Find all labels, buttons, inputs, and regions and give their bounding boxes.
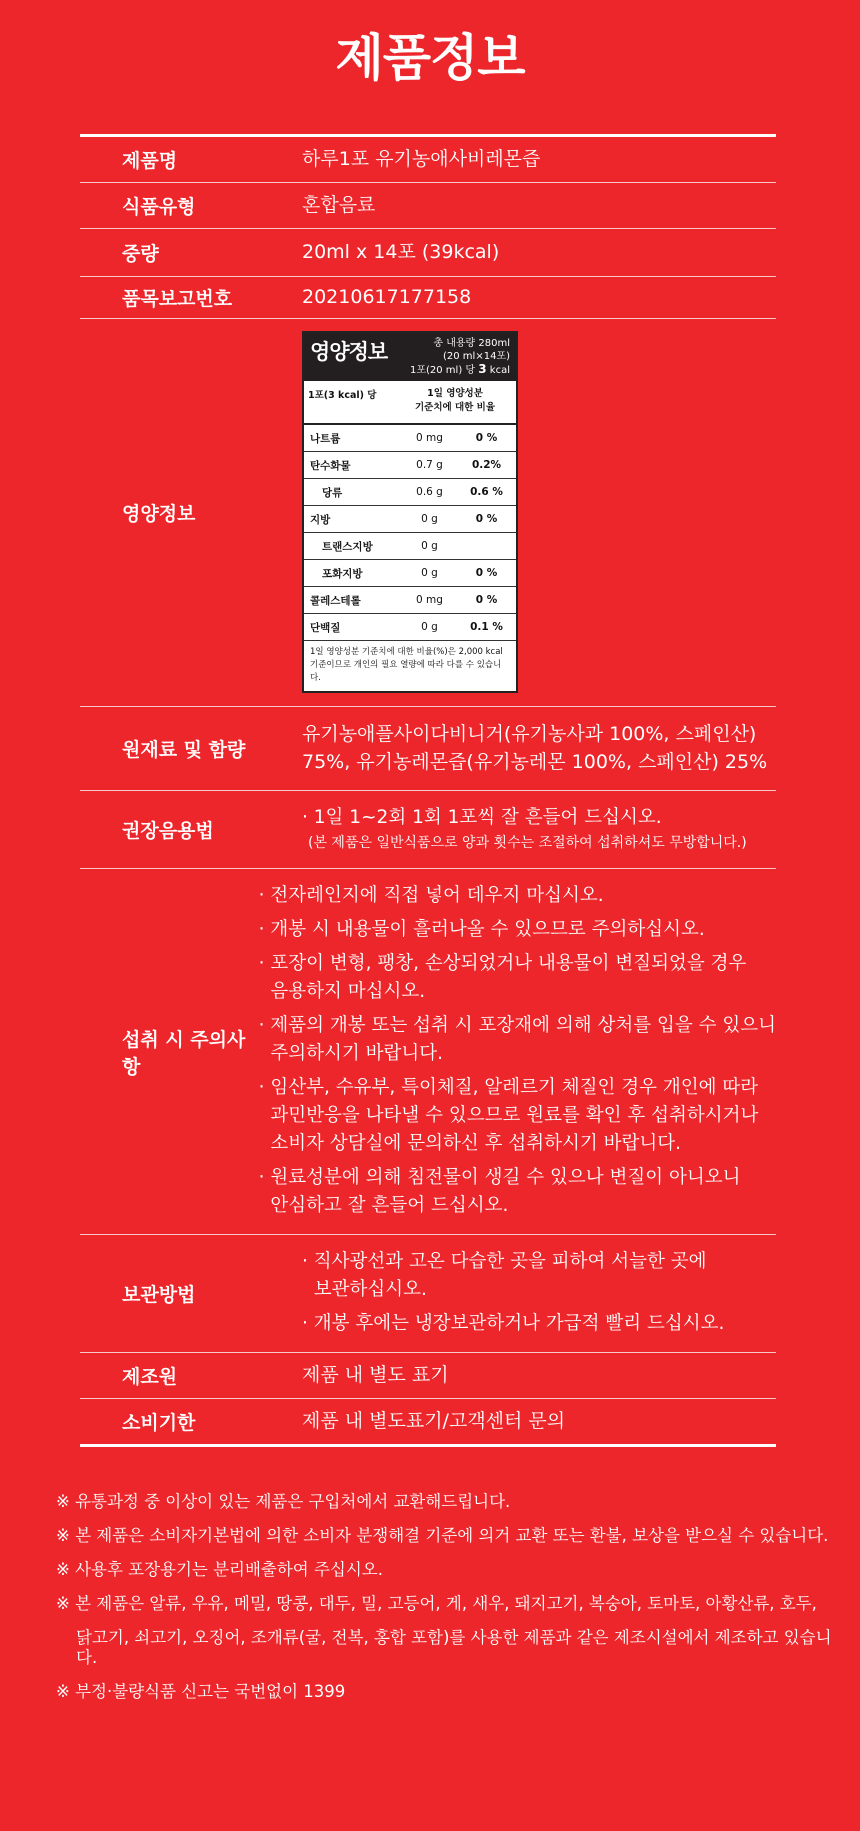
nutrient-percent: 0 % [475,513,498,525]
row-label: 원재료 및 함량 [122,739,246,761]
nutrition-facts-panel [302,331,518,693]
nutrient-percent: 0.2% [471,459,502,471]
bullet-line: · 임산부, 수유부, 특이체질, 알레르기 체질인 경우 개인에 따라 [258,1077,759,1098]
nutrient-name: 포화지방 [322,567,363,580]
nutrition-total: 총 내용량 280ml [433,338,510,349]
nutrition-footnote: 기준이므로 개인의 필요 열량에 따라 다를 수 있습니다. [310,660,502,683]
bullet-line: · 개봉 후에는 냉장보관하거나 가급적 빨리 드십시오. [302,1313,725,1334]
bullet-item [302,1248,776,1304]
nutrition-kcal-value: 3 [478,362,487,376]
row-report-no [80,276,776,318]
caution-list [259,869,776,1234]
row-label: 보관방법 [122,1284,196,1306]
nutrition-row [304,560,516,587]
notice-item: ※ 본 제품은 소비자기본법에 의한 소비자 분쟁해결 기준에 의거 교환 또는 환불, 보상을 받으실 수 있습니다. [56,1526,829,1545]
row-value: 제품 내 별도표기/고객센터 문의 [302,1410,566,1432]
nutrient-name: 단백질 [310,621,341,634]
nutrition-row [304,614,516,641]
bullet-item [259,1164,776,1220]
nutrition-row [304,533,516,560]
nutrient-percent: 0 % [475,567,498,579]
product-info-table [80,134,776,1447]
nutrition-row [304,452,516,479]
ingredients-line: 유기농애플사이다비니거(유기농사과 100%, 스페인산) [302,723,757,745]
nutrient-name: 지방 [310,513,331,526]
bullet-line: · 직사광선과 고온 다습한 곳을 피하여 서늘한 곳에 [302,1251,707,1272]
nutrient-amount: 0.6 g [416,486,443,498]
nutrient-name: 트랜스지방 [322,540,373,553]
row-value: 하루1포 유기농애사비레몬즙 [302,148,541,170]
usage-note: (본 제품은 일반식품으로 양과 횟수는 조절하여 섭취하셔도 무방합니다.) [308,835,747,851]
notice-item: ※ 사용후 포장용기는 분리배출하여 주십시오. [56,1560,383,1579]
row-label: 제품명 [122,150,178,172]
nutrient-amount: 0.7 g [416,459,443,471]
row-caution [80,868,776,1234]
nutrition-row [304,587,516,614]
bullet-line: · 개봉 시 내용물이 흘러나올 수 있으므로 주의하십시오. [258,919,705,940]
bullet-line: 소비자 상담실에 문의하신 후 섭취하시기 바랍니다. [258,1133,681,1154]
nutrient-percent: 0 % [475,594,498,606]
nutrition-daily-label-2: 기준치에 대한 비율 [414,402,496,413]
bullet-line: 과민반응을 나타낼 수 있으므로 원료를 확인 후 섭취하시거나 [258,1105,759,1126]
nutrient-percent: 0.6 % [470,486,503,498]
nutrient-amount: 0 g [421,621,438,633]
bullet-item [259,950,776,1006]
row-value: 20210617177158 [302,286,472,308]
bullet-line: · 원료성분에 의해 침전물이 생길 수 있으나 변질이 아니오니 [258,1167,741,1188]
bullet-line: 보관하십시오. [302,1279,427,1300]
nutrition-row [304,479,516,506]
bullet-line: 주의하시기 바랍니다. [258,1043,444,1064]
nutrition-rows [304,425,516,641]
bullet-item [259,1074,776,1158]
nutrient-amount: 0 g [421,567,438,579]
nutrition-kcal-unit: kcal [489,365,510,376]
row-value: 혼합음료 [302,194,376,216]
storage-list [302,1235,776,1352]
nutrient-percent: 0 % [475,432,498,444]
nutrition-total-detail: (20 ml×14포) [443,351,510,362]
nutrient-percent: 0.1 % [470,621,503,633]
row-label: 권장음용법 [122,820,214,842]
notice-item: ※ 유통과정 중 이상이 있는 제품은 구입처에서 교환해드립니다. [56,1492,511,1511]
nutrient-name: 나트륨 [310,432,341,445]
nutrition-row [304,506,516,533]
nutrition-serving-label: 1포(3 kcal) 당 [308,390,377,401]
nutrient-amount: 0 g [421,513,438,525]
row-value: 제품 내 별도 표기 [302,1364,449,1386]
row-maker [80,1352,776,1398]
row-ingredients [80,706,776,790]
nutrition-title: 영양정보 [310,340,388,364]
nutrition-row [304,425,516,452]
row-product-name [80,137,776,182]
bullet-item [259,882,776,910]
row-label: 제조원 [122,1366,178,1388]
row-weight [80,228,776,276]
nutrition-footnote: 1일 영양성분 기준치에 대한 비율(%)은 2,000 kcal [310,647,503,657]
row-label: 소비기한 [122,1412,196,1434]
nutrient-amount: 0 mg [416,432,443,444]
bullet-line: · 포장이 변형, 팽창, 손상되었거나 내용물이 변질되었을 경우 [258,953,747,974]
row-usage [80,790,776,868]
row-storage [80,1234,776,1352]
notice-item: ※ 부정·불량식품 신고는 국번없이 1399 [56,1682,346,1701]
row-label: 영양정보 [122,503,196,525]
row-label: 섭취 시 주의사항 [122,1028,246,1078]
bullet-line: 음용하지 마십시오. [258,981,426,1002]
bullet-item [302,1310,776,1338]
nutrition-per-serving: 1포(20 ml) 당 [409,365,476,376]
bullet-item [259,916,776,944]
bullet-line: 안심하고 잘 흔들어 드십시오. [258,1195,509,1216]
bullet-line: · 제품의 개봉 또는 섭취 시 포장재에 의해 상처를 입을 수 있으니 [258,1015,776,1036]
nutrient-name: 탄수화물 [310,459,351,472]
bullet-item [259,1012,776,1068]
row-nutrition [80,318,776,706]
nutrient-amount: 0 mg [416,594,443,606]
row-expiry [80,1398,776,1444]
nutrition-daily-label-1: 1일 영양성분 [427,388,483,399]
row-label: 식품유형 [122,196,196,218]
ingredients-line: 75%, 유기농레몬즙(유기농레몬 100%, 스페인산) 25% [302,751,768,773]
notice-item: 닭고기, 쇠고기, 오징어, 조개류(굴, 전복, 홍합 포함)를 사용한 제품과 같은 제조시설에서 제조하고 있습니다. [76,1628,832,1667]
row-food-type [80,182,776,228]
nutrient-name: 당류 [322,486,343,499]
nutrient-name: 콜레스테롤 [310,594,361,607]
row-value: 20ml x 14포 (39kcal) [302,241,500,263]
notice-list [56,1492,836,1716]
nutrient-amount: 0 g [421,540,438,552]
page-title: 제품정보 [335,29,525,87]
notice-item: ※ 본 제품은 알류, 우유, 메밀, 땅콩, 대두, 밀, 고등어, 게, 새우, 돼지고기, 복숭아, 토마토, 아황산류, 호두, [56,1594,817,1613]
row-label: 중량 [122,243,159,265]
usage-line: · 1일 1~2회 1회 1포씩 잘 흔들어 드십시오. [302,807,662,828]
row-label: 품목보고번호 [122,288,233,310]
bullet-line: · 전자레인지에 직접 넣어 데우지 마십시오. [258,885,604,906]
